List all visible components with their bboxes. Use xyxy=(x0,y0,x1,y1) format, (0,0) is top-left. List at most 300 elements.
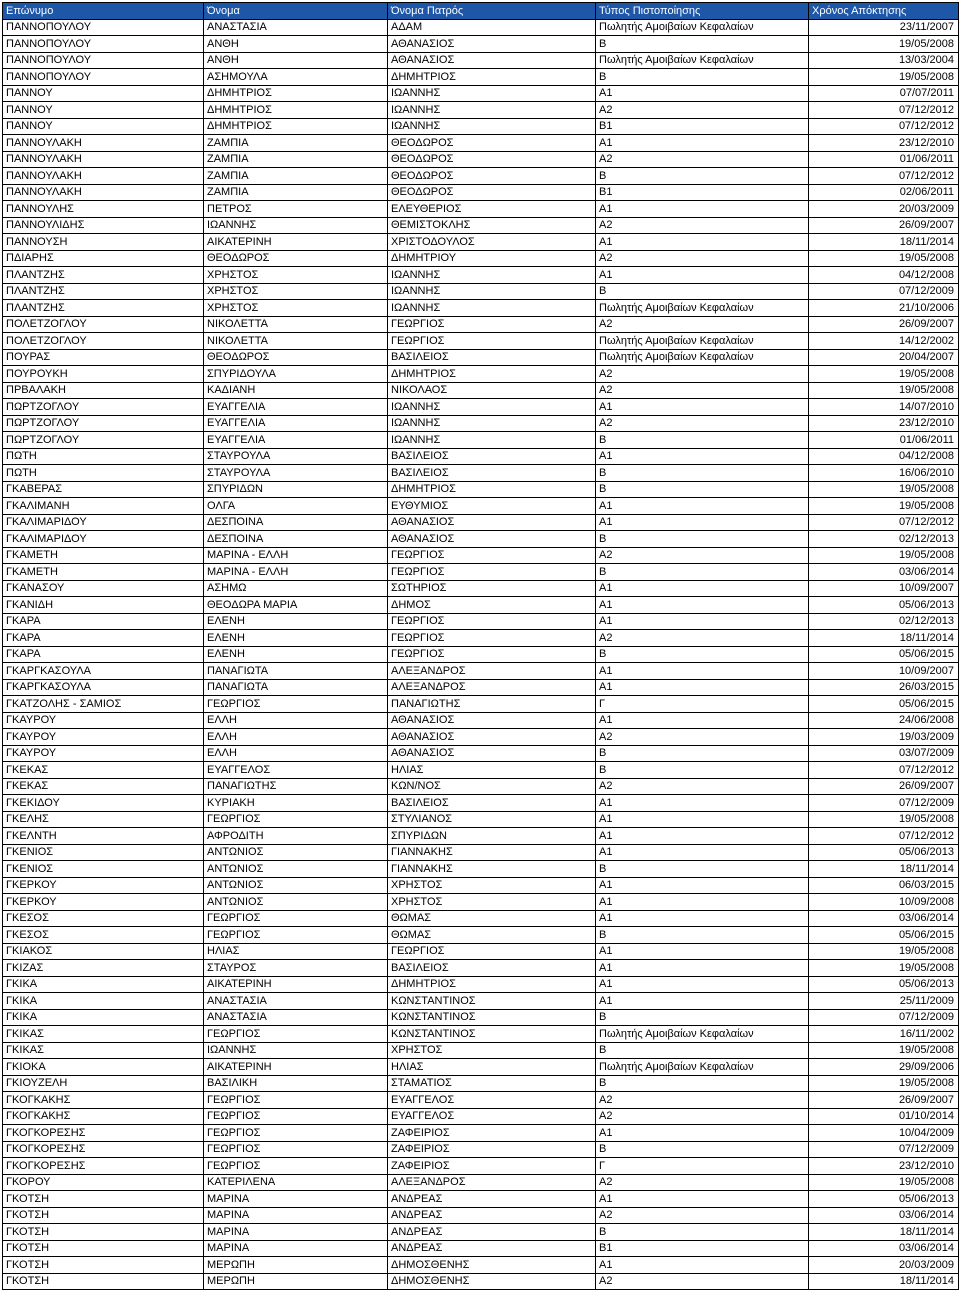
certification-type-cell: Β xyxy=(596,762,809,779)
certification-type-cell: Α2 xyxy=(596,1108,809,1125)
father-name-cell: ΑΘΑΝΑΣΙΟΣ xyxy=(388,729,596,746)
first-name-cell: ΔΗΜΗΤΡΙΟΣ xyxy=(204,118,388,135)
first-name-cell: ΔΕΣΠΟΙΝΑ xyxy=(204,514,388,531)
certification-type-cell: Α2 xyxy=(596,250,809,267)
father-name-cell: ΧΡΗΣΤΟΣ xyxy=(388,877,596,894)
certification-type-cell: Α1 xyxy=(596,894,809,911)
acquisition-date-cell: 26/03/2015 xyxy=(809,679,959,696)
father-name-cell: ΑΝΔΡΕΑΣ xyxy=(388,1240,596,1257)
first-name-cell: ΠΑΝΑΓΙΩΤΑ xyxy=(204,679,388,696)
acquisition-date-cell: 03/06/2014 xyxy=(809,1207,959,1224)
surname-cell: ΓΚΕΡΚΟΥ xyxy=(3,894,204,911)
father-name-cell: ΧΡΙΣΤΟΔΟΥΛΟΣ xyxy=(388,234,596,251)
first-name-cell: ΔΗΜΗΤΡΙΟΣ xyxy=(204,102,388,119)
first-name-cell: ΑΙΚΑΤΕΡΙΝΗ xyxy=(204,976,388,993)
table-row xyxy=(3,630,959,647)
acquisition-date-cell: 01/06/2011 xyxy=(809,151,959,168)
certification-type-cell: Α1 xyxy=(596,580,809,597)
acquisition-date-cell: 19/05/2008 xyxy=(809,1042,959,1059)
acquisition-date-cell: 04/12/2008 xyxy=(809,448,959,465)
table-row xyxy=(3,943,959,960)
father-name-cell: ΔΗΜΟΣΘΕΝΗΣ xyxy=(388,1273,596,1290)
acquisition-date-cell: 07/12/2009 xyxy=(809,795,959,812)
first-name-cell: ΒΑΣΙΛΙΚΗ xyxy=(204,1075,388,1092)
table-row xyxy=(3,613,959,630)
surname-cell: ΠΛΑΝΤΖΗΣ xyxy=(3,267,204,284)
table-row xyxy=(3,217,959,234)
father-name-cell: ΑΘΑΝΑΣΙΟΣ xyxy=(388,52,596,69)
father-name-cell: ΓΕΩΡΓΙΟΣ xyxy=(388,333,596,350)
surname-cell: ΠΩΤΗ xyxy=(3,465,204,482)
surname-cell: ΓΚΑΡΑ xyxy=(3,646,204,663)
acquisition-date-cell: 07/12/2009 xyxy=(809,283,959,300)
acquisition-date-cell: 10/04/2009 xyxy=(809,1125,959,1142)
father-name-cell: ΑΘΑΝΑΣΙΟΣ xyxy=(388,514,596,531)
father-name-cell: ΒΑΣΙΛΕΙΟΣ xyxy=(388,465,596,482)
acquisition-date-cell: 19/05/2008 xyxy=(809,366,959,383)
certification-type-cell: Α2 xyxy=(596,382,809,399)
surname-cell: ΠΟΥΡΑΣ xyxy=(3,349,204,366)
certification-type-cell: Α1 xyxy=(596,85,809,102)
table-row xyxy=(3,547,959,564)
table-row xyxy=(3,1108,959,1125)
certification-type-cell: Α1 xyxy=(596,976,809,993)
certification-type-cell: Α1 xyxy=(596,1191,809,1208)
father-name-cell: ΘΕΜΙΣΤΟΚΛΗΣ xyxy=(388,217,596,234)
surname-cell: ΓΚΟΓΚΑΚΗΣ xyxy=(3,1092,204,1109)
father-name-cell: ΑΘΑΝΑΣΙΟΣ xyxy=(388,745,596,762)
first-name-cell: ΓΕΩΡΓΙΟΣ xyxy=(204,927,388,944)
acquisition-date-cell: 07/12/2012 xyxy=(809,102,959,119)
first-name-cell: ΧΡΗΣΤΟΣ xyxy=(204,267,388,284)
surname-cell: ΓΚΕΝΙΟΣ xyxy=(3,844,204,861)
certification-type-cell: Α1 xyxy=(596,795,809,812)
father-name-cell: ΓΕΩΡΓΙΟΣ xyxy=(388,943,596,960)
father-name-cell: ΙΩΑΝΝΗΣ xyxy=(388,85,596,102)
first-name-cell: ΝΙΚΟΛΕΤΤΑ xyxy=(204,333,388,350)
acquisition-date-cell: 19/05/2008 xyxy=(809,36,959,53)
first-name-cell: ΓΕΩΡΓΙΟΣ xyxy=(204,910,388,927)
table-row xyxy=(3,184,959,201)
surname-cell: ΠΟΛΕΤΖΟΓΛΟΥ xyxy=(3,316,204,333)
certification-type-cell: Β xyxy=(596,1075,809,1092)
father-name-cell: ΔΗΜΟΣ xyxy=(388,597,596,614)
surname-cell: ΠΩΡΤΖΟΓΛΟΥ xyxy=(3,399,204,416)
table-row xyxy=(3,564,959,581)
table-row xyxy=(3,316,959,333)
father-name-cell: ΙΩΑΝΝΗΣ xyxy=(388,300,596,317)
table-row xyxy=(3,19,959,36)
certification-type-cell: Α2 xyxy=(596,102,809,119)
certification-type-cell: Β xyxy=(596,283,809,300)
table-row xyxy=(3,234,959,251)
acquisition-date-cell: 03/06/2014 xyxy=(809,1240,959,1257)
surname-cell: ΓΚΟΓΚΑΚΗΣ xyxy=(3,1108,204,1125)
first-name-cell: ΖΑΜΠΙΑ xyxy=(204,135,388,152)
first-name-cell: ΑΦΡΟΔΙΤΗ xyxy=(204,828,388,845)
surname-cell: ΠΑΝΝΟΥΛΙΔΗΣ xyxy=(3,217,204,234)
certification-type-cell: Α2 xyxy=(596,630,809,647)
table-row xyxy=(3,1174,959,1191)
surname-cell: ΓΚΙΚΑΣ xyxy=(3,1026,204,1043)
table-row xyxy=(3,960,959,977)
first-name-cell: ΕΥΑΓΓΕΛΟΣ xyxy=(204,762,388,779)
acquisition-date-cell: 19/05/2008 xyxy=(809,250,959,267)
certification-type-cell: Γ xyxy=(596,696,809,713)
table-row xyxy=(3,844,959,861)
acquisition-date-cell: 10/09/2007 xyxy=(809,580,959,597)
father-name-cell: ΒΑΣΙΛΕΙΟΣ xyxy=(388,349,596,366)
acquisition-date-cell: 18/11/2014 xyxy=(809,234,959,251)
table-row xyxy=(3,663,959,680)
table-header xyxy=(3,3,959,20)
table-row xyxy=(3,1026,959,1043)
father-name-cell: ΑΝΔΡΕΑΣ xyxy=(388,1207,596,1224)
table-row xyxy=(3,993,959,1010)
table-row xyxy=(3,69,959,86)
acquisition-date-cell: 05/06/2013 xyxy=(809,976,959,993)
acquisition-date-cell: 25/11/2009 xyxy=(809,993,959,1010)
table-row xyxy=(3,976,959,993)
header-row xyxy=(3,3,959,20)
father-name-cell: ΕΥΑΓΓΕΛΟΣ xyxy=(388,1092,596,1109)
certification-type-cell: Α2 xyxy=(596,1207,809,1224)
surname-cell: ΠΑΝΝΟΠΟΥΛΟΥ xyxy=(3,19,204,36)
acquisition-date-cell: 03/06/2014 xyxy=(809,564,959,581)
father-name-cell: ΘΩΜΑΣ xyxy=(388,927,596,944)
first-name-cell: ΘΕΟΔΩΡΟΣ xyxy=(204,349,388,366)
surname-cell: ΓΚΙΖΑΣ xyxy=(3,960,204,977)
certification-type-cell: Α1 xyxy=(596,844,809,861)
surname-cell: ΓΚΙΟΥΖΕΛΗ xyxy=(3,1075,204,1092)
table-row xyxy=(3,283,959,300)
table-row xyxy=(3,498,959,515)
acquisition-date-cell: 26/09/2007 xyxy=(809,316,959,333)
table-row xyxy=(3,1224,959,1241)
acquisition-date-cell: 07/12/2009 xyxy=(809,1141,959,1158)
father-name-cell: ΒΑΣΙΛΕΙΟΣ xyxy=(388,448,596,465)
certification-type-cell: Α2 xyxy=(596,316,809,333)
first-name-cell: ΕΛΕΝΗ xyxy=(204,646,388,663)
surname-cell: ΓΚΟΓΚΟΡΕΣΗΣ xyxy=(3,1141,204,1158)
certification-type-cell: Πωλητής Αμοιβαίων Κεφαλαίων xyxy=(596,1059,809,1076)
first-name-cell: ΖΑΜΠΙΑ xyxy=(204,151,388,168)
father-name-cell: ΔΗΜΟΣΘΕΝΗΣ xyxy=(388,1257,596,1274)
surname-cell: ΓΚΑΥΡΟΥ xyxy=(3,745,204,762)
certification-type-cell: Α1 xyxy=(596,811,809,828)
surname-cell: ΠΑΝΝΟΥΛΑΚΗ xyxy=(3,168,204,185)
father-name-cell: ΔΗΜΗΤΡΙΟΣ xyxy=(388,481,596,498)
certification-type-cell: Α1 xyxy=(596,597,809,614)
surname-cell: ΠΑΝΝΟΥ xyxy=(3,118,204,135)
father-name-cell: ΘΕΟΔΩΡΟΣ xyxy=(388,151,596,168)
father-name-cell: ΕΛΕΥΘΕΡΙΟΣ xyxy=(388,201,596,218)
acquisition-date-cell: 01/06/2011 xyxy=(809,432,959,449)
surname-cell: ΓΚΕΝΙΟΣ xyxy=(3,861,204,878)
first-name-cell: ΣΤΑΥΡΟΥΛΑ xyxy=(204,448,388,465)
father-name-cell: ΓΕΩΡΓΙΟΣ xyxy=(388,547,596,564)
certification-type-cell: Α1 xyxy=(596,201,809,218)
acquisition-date-cell: 21/10/2006 xyxy=(809,300,959,317)
certification-type-cell: Α1 xyxy=(596,498,809,515)
first-name-cell: ΑΝΤΩΝΙΟΣ xyxy=(204,844,388,861)
acquisition-date-cell: 19/05/2008 xyxy=(809,382,959,399)
father-name-cell: ΚΩΝΣΤΑΝΤΙΝΟΣ xyxy=(388,993,596,1010)
table-row xyxy=(3,1191,959,1208)
table-row xyxy=(3,481,959,498)
first-name-cell: ΑΙΚΑΤΕΡΙΝΗ xyxy=(204,234,388,251)
certification-type-cell: Α1 xyxy=(596,943,809,960)
table-row xyxy=(3,597,959,614)
surname-cell: ΓΚΟΤΣΗ xyxy=(3,1191,204,1208)
first-name-cell: ΧΡΗΣΤΟΣ xyxy=(204,300,388,317)
father-name-cell: ΗΛΙΑΣ xyxy=(388,762,596,779)
acquisition-date-cell: 02/12/2013 xyxy=(809,613,959,630)
acquisition-date-cell: 18/11/2014 xyxy=(809,861,959,878)
surname-cell: ΠΑΝΝΟΠΟΥΛΟΥ xyxy=(3,69,204,86)
father-name-cell: ΒΑΣΙΛΕΙΟΣ xyxy=(388,960,596,977)
surname-cell: ΓΚΑΤΖΟΛΗΣ - ΣΑΜΙΟΣ xyxy=(3,696,204,713)
acquisition-date-cell: 04/12/2008 xyxy=(809,267,959,284)
acquisition-date-cell: 18/11/2014 xyxy=(809,1224,959,1241)
table-row xyxy=(3,762,959,779)
table-body xyxy=(3,19,959,1290)
table-row xyxy=(3,201,959,218)
surname-cell: ΓΚΙΚΑ xyxy=(3,1009,204,1026)
certification-type-cell: Β xyxy=(596,432,809,449)
table-row xyxy=(3,894,959,911)
first-name-cell: ΖΑΜΠΙΑ xyxy=(204,184,388,201)
certification-type-cell: Γ xyxy=(596,1158,809,1175)
first-name-cell: ΕΥΑΓΓΕΛΙΑ xyxy=(204,415,388,432)
surname-cell: ΓΚΕΡΚΟΥ xyxy=(3,877,204,894)
surname-cell: ΠΔΙΑΡΗΣ xyxy=(3,250,204,267)
first-name-cell: ΕΛΕΝΗ xyxy=(204,613,388,630)
acquisition-date-cell: 23/12/2010 xyxy=(809,1158,959,1175)
surname-cell: ΓΚΕΛΗΣ xyxy=(3,811,204,828)
acquisition-date-cell: 05/06/2013 xyxy=(809,597,959,614)
header-surname: Επώνυμο xyxy=(3,3,204,20)
surname-cell: ΓΚΟΤΣΗ xyxy=(3,1257,204,1274)
first-name-cell: ΑΝΘΗ xyxy=(204,36,388,53)
table-row xyxy=(3,1009,959,1026)
header-first-name: Όνομα xyxy=(204,3,388,20)
table-row xyxy=(3,646,959,663)
table-row xyxy=(3,910,959,927)
table-row xyxy=(3,877,959,894)
table-row xyxy=(3,811,959,828)
first-name-cell: ΑΝΤΩΝΙΟΣ xyxy=(204,894,388,911)
certification-type-cell: Α1 xyxy=(596,993,809,1010)
surname-cell: ΓΚΑΡΑ xyxy=(3,630,204,647)
surname-cell: ΠΑΝΝΟΥ xyxy=(3,102,204,119)
father-name-cell: ΘΕΟΔΩΡΟΣ xyxy=(388,135,596,152)
father-name-cell: ΙΩΑΝΝΗΣ xyxy=(388,283,596,300)
certification-type-cell: Β1 xyxy=(596,118,809,135)
first-name-cell: ΠΕΤΡΟΣ xyxy=(204,201,388,218)
father-name-cell: ΣΠΥΡΙΔΩΝ xyxy=(388,828,596,845)
surname-cell: ΓΚΕΛΝΤΗ xyxy=(3,828,204,845)
table-row xyxy=(3,102,959,119)
acquisition-date-cell: 26/09/2007 xyxy=(809,778,959,795)
certification-type-cell: Α1 xyxy=(596,234,809,251)
father-name-cell: ΘΕΟΔΩΡΟΣ xyxy=(388,168,596,185)
father-name-cell: ΖΑΦΕΙΡΙΟΣ xyxy=(388,1141,596,1158)
first-name-cell: ΣΤΑΥΡΟΥΛΑ xyxy=(204,465,388,482)
certification-type-cell: Α1 xyxy=(596,960,809,977)
surname-cell: ΓΚΑΛΙΜΑΡΙΔΟΥ xyxy=(3,514,204,531)
header-father-name: Όνομα Πατρός xyxy=(388,3,596,20)
certification-type-cell: Α1 xyxy=(596,679,809,696)
table-row xyxy=(3,1240,959,1257)
surname-cell: ΓΚΙΑΚΟΣ xyxy=(3,943,204,960)
surname-cell: ΓΚΟΓΚΟΡΕΣΗΣ xyxy=(3,1125,204,1142)
surname-cell: ΓΚΙΟΚΑ xyxy=(3,1059,204,1076)
acquisition-date-cell: 07/12/2012 xyxy=(809,762,959,779)
certification-type-cell: Α2 xyxy=(596,366,809,383)
certification-type-cell: Α2 xyxy=(596,151,809,168)
certification-type-cell: Α1 xyxy=(596,910,809,927)
father-name-cell: ΑΝΔΡΕΑΣ xyxy=(388,1191,596,1208)
acquisition-date-cell: 20/03/2009 xyxy=(809,1257,959,1274)
father-name-cell: ΔΗΜΗΤΡΙΟΣ xyxy=(388,976,596,993)
table-row xyxy=(3,1125,959,1142)
table-row xyxy=(3,795,959,812)
table-row xyxy=(3,861,959,878)
acquisition-date-cell: 05/06/2015 xyxy=(809,646,959,663)
acquisition-date-cell: 19/05/2008 xyxy=(809,1174,959,1191)
acquisition-date-cell: 19/05/2008 xyxy=(809,69,959,86)
father-name-cell: ΒΑΣΙΛΕΙΟΣ xyxy=(388,795,596,812)
acquisition-date-cell: 19/05/2008 xyxy=(809,811,959,828)
certification-type-cell: Α2 xyxy=(596,778,809,795)
certification-type-cell: Α2 xyxy=(596,729,809,746)
father-name-cell: ΙΩΑΝΝΗΣ xyxy=(388,415,596,432)
acquisition-date-cell: 05/06/2013 xyxy=(809,844,959,861)
father-name-cell: ΙΩΑΝΝΗΣ xyxy=(388,399,596,416)
surname-cell: ΠΡΒΑΛΑΚΗ xyxy=(3,382,204,399)
surname-cell: ΠΩΤΗ xyxy=(3,448,204,465)
father-name-cell: ΔΗΜΗΤΡΙΟΣ xyxy=(388,366,596,383)
certification-type-cell: Α1 xyxy=(596,613,809,630)
first-name-cell: ΑΝΘΗ xyxy=(204,52,388,69)
acquisition-date-cell: 02/06/2011 xyxy=(809,184,959,201)
certification-type-cell: Α1 xyxy=(596,399,809,416)
acquisition-date-cell: 19/05/2008 xyxy=(809,481,959,498)
certification-type-cell: Α1 xyxy=(596,448,809,465)
certification-type-cell: Β xyxy=(596,745,809,762)
surname-cell: ΓΚΟΤΣΗ xyxy=(3,1224,204,1241)
certification-type-cell: Πωλητής Αμοιβαίων Κεφαλαίων xyxy=(596,300,809,317)
surname-cell: ΠΑΝΝΟΥΛΑΚΗ xyxy=(3,184,204,201)
first-name-cell: ΣΠΥΡΙΔΩΝ xyxy=(204,481,388,498)
acquisition-date-cell: 19/05/2008 xyxy=(809,498,959,515)
first-name-cell: ΓΕΩΡΓΙΟΣ xyxy=(204,1092,388,1109)
certification-type-cell: Β xyxy=(596,168,809,185)
certification-type-cell: Α2 xyxy=(596,547,809,564)
surname-cell: ΓΚΙΚΑΣ xyxy=(3,1042,204,1059)
father-name-cell: ΔΗΜΗΤΡΙΟΥ xyxy=(388,250,596,267)
acquisition-date-cell: 07/12/2009 xyxy=(809,1009,959,1026)
certification-type-cell: Α2 xyxy=(596,1092,809,1109)
acquisition-date-cell: 03/06/2014 xyxy=(809,910,959,927)
acquisition-date-cell: 19/05/2008 xyxy=(809,960,959,977)
surname-cell: ΓΚΟΓΚΟΡΕΣΗΣ xyxy=(3,1158,204,1175)
table-row xyxy=(3,85,959,102)
certification-type-cell: Β xyxy=(596,1009,809,1026)
acquisition-date-cell: 03/07/2009 xyxy=(809,745,959,762)
father-name-cell: ΖΑΦΕΙΡΙΟΣ xyxy=(388,1158,596,1175)
table-row xyxy=(3,1158,959,1175)
acquisition-date-cell: 19/05/2008 xyxy=(809,943,959,960)
acquisition-date-cell: 19/05/2008 xyxy=(809,1075,959,1092)
table-row xyxy=(3,1141,959,1158)
table-row xyxy=(3,712,959,729)
first-name-cell: ΑΝΤΩΝΙΟΣ xyxy=(204,861,388,878)
surname-cell: ΓΚΕΚΙΔΟΥ xyxy=(3,795,204,812)
first-name-cell: ΑΝΤΩΝΙΟΣ xyxy=(204,877,388,894)
father-name-cell: ΓΕΩΡΓΙΟΣ xyxy=(388,564,596,581)
first-name-cell: ΕΛΛΗ xyxy=(204,745,388,762)
table-row xyxy=(3,118,959,135)
acquisition-date-cell: 07/07/2011 xyxy=(809,85,959,102)
certification-type-cell: Β xyxy=(596,927,809,944)
father-name-cell: ΑΘΑΝΑΣΙΟΣ xyxy=(388,531,596,548)
acquisition-date-cell: 01/10/2014 xyxy=(809,1108,959,1125)
certification-type-cell: Β xyxy=(596,564,809,581)
first-name-cell: ΜΑΡΙΝΑ xyxy=(204,1191,388,1208)
certification-type-cell: Α1 xyxy=(596,712,809,729)
acquisition-date-cell: 26/09/2007 xyxy=(809,1092,959,1109)
certification-type-cell: Β1 xyxy=(596,1240,809,1257)
acquisition-date-cell: 05/06/2013 xyxy=(809,1191,959,1208)
table-row xyxy=(3,465,959,482)
surname-cell: ΠΑΝΝΟΠΟΥΛΟΥ xyxy=(3,36,204,53)
surname-cell: ΓΚΕΚΑΣ xyxy=(3,762,204,779)
table-row xyxy=(3,828,959,845)
surname-cell: ΓΚΑΥΡΟΥ xyxy=(3,712,204,729)
first-name-cell: ΖΑΜΠΙΑ xyxy=(204,168,388,185)
father-name-cell: ΑΛΕΞΑΝΔΡΟΣ xyxy=(388,663,596,680)
surname-cell: ΓΚΙΚΑ xyxy=(3,976,204,993)
certification-type-cell: Πωλητής Αμοιβαίων Κεφαλαίων xyxy=(596,1026,809,1043)
father-name-cell: ΑΔΑΜ xyxy=(388,19,596,36)
certification-type-cell: Β xyxy=(596,1224,809,1241)
father-name-cell: ΠΑΝΑΓΙΩΤΗΣ xyxy=(388,696,596,713)
surname-cell: ΓΚΟΤΣΗ xyxy=(3,1207,204,1224)
table-row xyxy=(3,580,959,597)
father-name-cell: ΧΡΗΣΤΟΣ xyxy=(388,894,596,911)
table-row xyxy=(3,349,959,366)
first-name-cell: ΙΩΑΝΝΗΣ xyxy=(204,1042,388,1059)
acquisition-date-cell: 02/12/2013 xyxy=(809,531,959,548)
first-name-cell: ΔΗΜΗΤΡΙΟΣ xyxy=(204,85,388,102)
table-row xyxy=(3,382,959,399)
table-row xyxy=(3,696,959,713)
certification-type-cell: Β xyxy=(596,465,809,482)
surname-cell: ΠΛΑΝΤΖΗΣ xyxy=(3,300,204,317)
surname-cell: ΠΩΡΤΖΟΓΛΟΥ xyxy=(3,432,204,449)
table-row xyxy=(3,778,959,795)
acquisition-date-cell: 23/12/2010 xyxy=(809,135,959,152)
first-name-cell: ΧΡΗΣΤΟΣ xyxy=(204,283,388,300)
father-name-cell: ΘΕΟΔΩΡΟΣ xyxy=(388,184,596,201)
acquisition-date-cell: 06/03/2015 xyxy=(809,877,959,894)
father-name-cell: ΧΡΗΣΤΟΣ xyxy=(388,1042,596,1059)
surname-cell: ΠΟΥΡΟΥΚΗ xyxy=(3,366,204,383)
first-name-cell: ΓΕΩΡΓΙΟΣ xyxy=(204,811,388,828)
acquisition-date-cell: 07/12/2012 xyxy=(809,118,959,135)
